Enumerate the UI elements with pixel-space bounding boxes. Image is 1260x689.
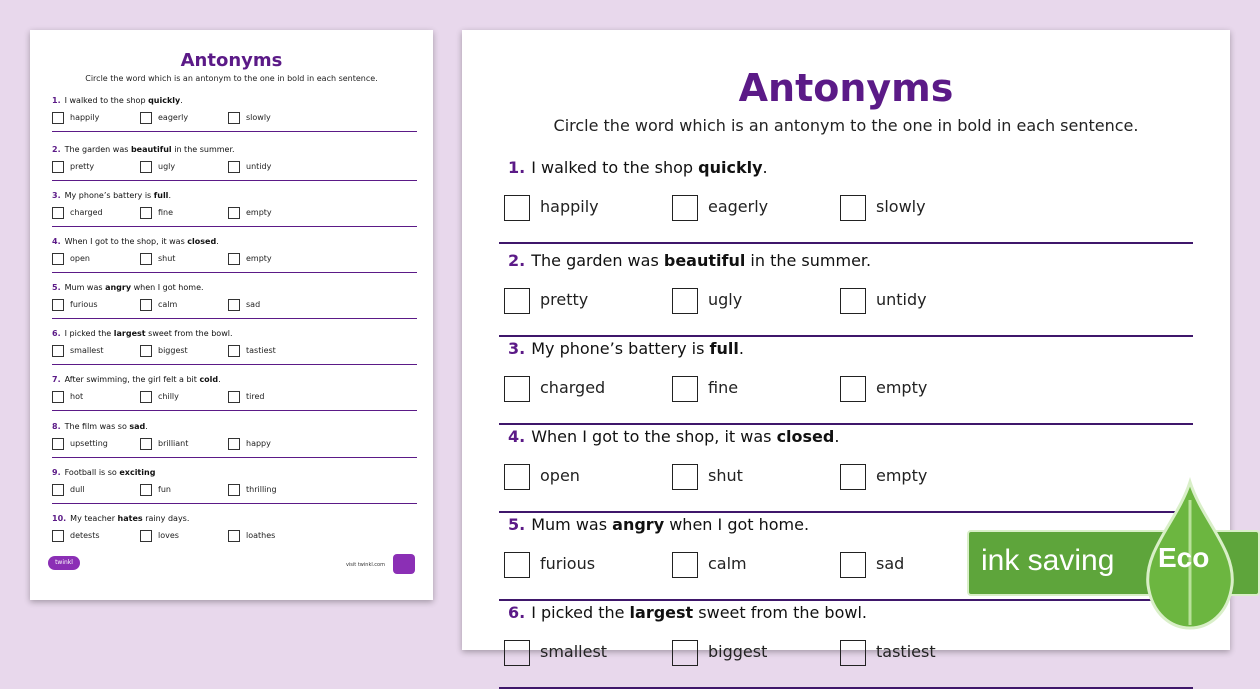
answer-options [52, 157, 417, 177]
answer-label: ugly [708, 290, 743, 309]
answer-option[interactable] [840, 194, 926, 220]
answer-option[interactable] [52, 206, 103, 220]
question-number: 5. [508, 515, 526, 534]
question-text [52, 281, 417, 295]
question-divider [52, 131, 417, 132]
answer-option[interactable] [52, 483, 85, 497]
question-text-end: . [218, 375, 221, 384]
answer-option[interactable] [228, 206, 272, 220]
answer-option[interactable] [52, 160, 94, 174]
answer-checkbox[interactable] [52, 438, 64, 450]
question-number: 5. [52, 283, 61, 292]
answer-label: sad [876, 554, 905, 573]
answer-label: empty [246, 208, 272, 217]
answer-option[interactable] [672, 375, 738, 401]
question-item [52, 512, 417, 546]
answer-checkbox[interactable] [672, 376, 698, 402]
question-text [52, 189, 417, 203]
answer-label: thrilling [246, 485, 277, 494]
worksheet-title: Antonyms [180, 50, 283, 71]
question-text-start: I walked to the shop [531, 158, 699, 177]
answer-option[interactable] [140, 529, 179, 543]
answer-options [52, 108, 417, 128]
question-item [52, 281, 417, 315]
answer-label: empty [876, 378, 928, 397]
answer-checkbox[interactable] [840, 552, 866, 578]
answer-checkbox[interactable] [228, 299, 240, 311]
answer-options [499, 180, 1193, 230]
answer-label: sad [246, 300, 261, 309]
question-text-end: . [738, 339, 744, 358]
answer-checkbox[interactable] [840, 464, 866, 490]
question-text-start: My phone’s battery is [64, 191, 154, 200]
answer-option[interactable] [140, 206, 173, 220]
question-divider [52, 272, 417, 273]
answer-checkbox[interactable] [840, 376, 866, 402]
answer-option[interactable] [52, 437, 108, 451]
answer-label: calm [158, 300, 178, 309]
answer-option[interactable] [672, 194, 768, 220]
worksheet-instruction: Circle the word which is an antonym to the one in bold in each sentence. [553, 116, 1139, 135]
question-text [52, 512, 417, 526]
answer-options [52, 203, 417, 223]
answer-option[interactable] [228, 111, 271, 125]
question-divider [52, 503, 417, 504]
question-text-end: . [168, 191, 171, 200]
eco-label: Eco [1158, 542, 1210, 573]
answer-option[interactable] [228, 252, 272, 266]
answer-checkbox[interactable] [140, 299, 152, 311]
question-divider [52, 410, 417, 411]
question-item [52, 189, 417, 223]
answer-checkbox[interactable] [52, 161, 64, 173]
answer-option[interactable] [140, 390, 179, 404]
answer-label: untidy [876, 290, 927, 309]
answer-checkbox[interactable] [52, 345, 64, 357]
answer-option[interactable] [504, 463, 580, 489]
answer-option[interactable] [228, 298, 260, 312]
bold-target-word: beautiful [663, 251, 746, 270]
answer-label: charged [540, 378, 606, 397]
answer-checkbox[interactable] [52, 253, 64, 265]
question-item [499, 249, 1193, 323]
bold-target-word: cold [199, 375, 219, 384]
answer-label: biggest [158, 346, 188, 355]
question-text [52, 143, 417, 157]
answer-options [499, 449, 1193, 499]
question-number: 4. [508, 427, 526, 446]
answer-options [499, 273, 1193, 323]
answer-checkbox[interactable] [504, 640, 530, 666]
question-number: 2. [52, 145, 61, 154]
answer-option[interactable] [504, 194, 599, 220]
question-number: 9. [52, 468, 61, 477]
question-text [52, 235, 417, 249]
worksheet-preview-small [30, 30, 433, 600]
answer-checkbox[interactable] [140, 345, 152, 357]
answer-option[interactable] [140, 252, 175, 266]
answer-label: fine [158, 208, 174, 217]
question-text-start: When I got to the shop, it was [64, 237, 188, 246]
answer-checkbox[interactable] [228, 530, 240, 542]
answer-label: slowly [246, 113, 271, 122]
bold-target-word: full [153, 191, 169, 200]
answer-label: biggest [708, 642, 768, 661]
answer-label: empty [246, 254, 272, 263]
bold-target-word: closed [187, 237, 217, 246]
question-number: 7. [52, 375, 61, 384]
answer-checkbox[interactable] [140, 253, 152, 265]
answer-option[interactable] [840, 463, 927, 489]
answer-label: loathes [246, 531, 276, 540]
question-text [499, 425, 1193, 449]
answer-option[interactable] [840, 375, 927, 401]
ink-saving-text: ink saving [981, 544, 1115, 577]
twinkl-logo: twinkl [48, 556, 80, 570]
answer-label: shut [158, 254, 176, 263]
answer-checkbox[interactable] [228, 161, 240, 173]
answer-checkbox[interactable] [140, 112, 152, 124]
bold-target-word: quickly [148, 96, 181, 105]
answer-checkbox[interactable] [52, 112, 64, 124]
answer-checkbox[interactable] [140, 484, 152, 496]
answer-checkbox[interactable] [52, 530, 64, 542]
answer-label: dull [70, 485, 85, 494]
answer-option[interactable] [140, 483, 171, 497]
question-text-end: . [762, 158, 768, 177]
answer-option[interactable] [140, 111, 188, 125]
question-text-start: The film was so [64, 422, 130, 431]
answer-checkbox[interactable] [52, 484, 64, 496]
question-text [52, 466, 417, 480]
question-text-end: sweet from the bowl. [145, 329, 233, 338]
answer-option[interactable] [228, 160, 271, 174]
answer-options [52, 295, 417, 315]
question-text-start: My phone’s battery is [531, 339, 710, 358]
answer-options [52, 434, 417, 454]
answer-options [52, 387, 417, 407]
question-text-start: The garden was [64, 145, 131, 154]
answer-label: tired [246, 392, 265, 401]
bold-target-word: sad [129, 422, 146, 431]
question-text [52, 94, 417, 108]
question-number: 10. [52, 514, 67, 523]
answer-label: happily [70, 113, 100, 122]
answer-options [52, 249, 417, 269]
question-text [499, 601, 1193, 625]
answer-label: fine [708, 378, 739, 397]
answer-checkbox[interactable] [504, 464, 530, 490]
question-item [499, 601, 1193, 675]
answer-label: smallest [70, 346, 104, 355]
question-number: 2. [508, 251, 526, 270]
answer-label: eagerly [708, 197, 769, 216]
answer-checkbox[interactable] [504, 376, 530, 402]
answer-checkbox[interactable] [140, 391, 152, 403]
question-text-end: in the summer. [745, 251, 872, 270]
answer-option[interactable] [52, 390, 83, 404]
question-number: 6. [508, 603, 526, 622]
answer-checkbox[interactable] [672, 552, 698, 578]
worksheet-title: Antonyms [738, 66, 954, 110]
answer-option[interactable] [840, 551, 904, 577]
bold-target-word: largest [629, 603, 694, 622]
answer-label: upsetting [70, 439, 108, 448]
question-text-start: After swimming, the girl felt a bit [64, 375, 200, 384]
question-number: 3. [52, 191, 61, 200]
question-text [52, 373, 417, 387]
answer-option[interactable] [504, 375, 605, 401]
question-number: 1. [508, 158, 526, 177]
question-text-end: when I got home. [664, 515, 810, 534]
answer-checkbox[interactable] [228, 207, 240, 219]
answer-checkbox[interactable] [228, 438, 240, 450]
answer-label: furious [70, 300, 98, 309]
answer-checkbox[interactable] [840, 640, 866, 666]
answer-checkbox[interactable] [140, 438, 152, 450]
question-divider [52, 180, 417, 181]
answer-label: fun [158, 485, 171, 494]
answer-label: brilliant [158, 439, 189, 448]
answer-option[interactable] [504, 287, 588, 313]
question-number: 1. [52, 96, 61, 105]
answer-option[interactable] [52, 298, 98, 312]
question-text-end: . [145, 422, 148, 431]
answer-label: open [540, 466, 580, 485]
question-text-end: in the summer. [171, 145, 235, 154]
question-divider [499, 242, 1193, 244]
answer-option[interactable] [228, 529, 275, 543]
answer-option[interactable] [140, 160, 175, 174]
answer-checkbox[interactable] [840, 195, 866, 221]
answer-label: charged [70, 208, 103, 217]
answer-label: smallest [540, 642, 608, 661]
question-item [52, 420, 417, 454]
answer-option[interactable] [840, 287, 927, 313]
answer-option[interactable] [140, 344, 188, 358]
answer-options [499, 361, 1193, 411]
answer-checkbox[interactable] [672, 195, 698, 221]
answer-option[interactable] [840, 639, 936, 665]
answer-checkbox[interactable] [140, 530, 152, 542]
bold-target-word: hates [117, 514, 143, 523]
question-item [52, 235, 417, 269]
answer-option[interactable] [140, 298, 177, 312]
question-divider [52, 457, 417, 458]
answer-option[interactable] [52, 252, 90, 266]
answer-label: tastiest [246, 346, 276, 355]
question-text-end: rainy days. [142, 514, 190, 523]
answer-label: tastiest [876, 642, 936, 661]
question-text-start: Mum was [64, 283, 106, 292]
answer-label: loves [158, 531, 179, 540]
answer-label: happily [540, 197, 599, 216]
answer-option[interactable] [228, 437, 271, 451]
answer-checkbox[interactable] [228, 112, 240, 124]
answer-option[interactable] [52, 111, 99, 125]
question-item [499, 337, 1193, 411]
answer-label: empty [876, 466, 928, 485]
answer-option[interactable] [504, 639, 607, 665]
answer-label: calm [708, 554, 747, 573]
answer-checkbox[interactable] [504, 288, 530, 314]
bold-target-word: beautiful [130, 145, 172, 154]
answer-option[interactable] [672, 551, 747, 577]
footer-url: visit twinkl.com [345, 562, 385, 568]
bold-target-word: quickly [698, 158, 763, 177]
question-divider [52, 364, 417, 365]
question-number: 3. [508, 339, 526, 358]
answer-label: shut [708, 466, 743, 485]
answer-option[interactable] [228, 390, 264, 404]
question-item [499, 156, 1193, 230]
answer-options [52, 341, 417, 361]
answer-option[interactable] [140, 437, 188, 451]
question-text [499, 249, 1193, 273]
answer-checkbox[interactable] [672, 640, 698, 666]
bold-target-word: angry [105, 283, 132, 292]
answer-checkbox[interactable] [228, 345, 240, 357]
answer-checkbox[interactable] [228, 391, 240, 403]
question-item [52, 327, 417, 361]
bold-target-word: full [709, 339, 739, 358]
answer-label: happy [246, 439, 271, 448]
question-text-start: I walked to the shop [64, 96, 149, 105]
answer-option[interactable] [672, 463, 743, 489]
answer-label: untidy [246, 162, 272, 171]
question-text-start: I picked the [64, 329, 114, 338]
question-text-start: The garden was [531, 251, 664, 270]
question-text-start: Football is so [64, 468, 120, 477]
answer-checkbox[interactable] [52, 391, 64, 403]
answer-options [499, 625, 1193, 675]
answer-label: detests [70, 531, 100, 540]
answer-option[interactable] [228, 483, 277, 497]
answer-label: eagerly [158, 113, 189, 122]
bold-target-word: exciting [119, 468, 156, 477]
question-text-end: . [834, 427, 840, 446]
question-item [52, 466, 417, 500]
question-text-start: My teacher [70, 514, 118, 523]
question-text [499, 156, 1193, 180]
question-number: 4. [52, 237, 61, 246]
answer-checkbox[interactable] [52, 299, 64, 311]
question-number: 6. [52, 329, 61, 338]
question-text-end: sweet from the bowl. [693, 603, 867, 622]
answer-label: pretty [70, 162, 95, 171]
answer-checkbox[interactable] [140, 207, 152, 219]
question-number: 8. [52, 422, 61, 431]
question-text [52, 420, 417, 434]
question-item [52, 94, 417, 128]
answer-label: open [70, 254, 90, 263]
answer-checkbox[interactable] [840, 288, 866, 314]
footer-badge-icon [393, 554, 415, 574]
answer-label: furious [540, 554, 596, 573]
answer-options [52, 480, 417, 500]
question-item [499, 425, 1193, 499]
answer-checkbox[interactable] [140, 161, 152, 173]
bold-target-word: closed [776, 427, 835, 446]
bold-target-word: angry [612, 515, 665, 534]
question-text-end: . [180, 96, 183, 105]
answer-checkbox[interactable] [504, 195, 530, 221]
question-text-start: Mum was [531, 515, 613, 534]
answer-option[interactable] [672, 287, 742, 313]
worksheet-instruction: Circle the word which is an antonym to the one in bold in each sentence. [85, 74, 378, 83]
answer-option[interactable] [52, 344, 104, 358]
question-item [52, 143, 417, 177]
question-text [499, 337, 1193, 361]
answer-options [52, 526, 417, 546]
answer-checkbox[interactable] [672, 464, 698, 490]
answer-checkbox[interactable] [52, 207, 64, 219]
question-text-end: . [216, 237, 219, 246]
answer-label: ugly [158, 162, 176, 171]
answer-checkbox[interactable] [504, 552, 530, 578]
bold-target-word: largest [113, 329, 146, 338]
answer-label: pretty [540, 290, 589, 309]
question-divider [52, 226, 417, 227]
question-item [52, 373, 417, 407]
answer-checkbox[interactable] [228, 484, 240, 496]
answer-option[interactable] [52, 529, 100, 543]
answer-label: hot [70, 392, 84, 401]
answer-option[interactable] [672, 639, 767, 665]
answer-option[interactable] [504, 551, 595, 577]
question-divider [52, 318, 417, 319]
answer-label: chilly [158, 392, 179, 401]
answer-option[interactable] [228, 344, 276, 358]
answer-checkbox[interactable] [672, 288, 698, 314]
question-text-end: when I got home. [131, 283, 204, 292]
question-text-start: I picked the [531, 603, 630, 622]
question-text-start: When I got to the shop, it was [531, 427, 777, 446]
answer-label: slowly [876, 197, 926, 216]
answer-checkbox[interactable] [228, 253, 240, 265]
question-text [52, 327, 417, 341]
